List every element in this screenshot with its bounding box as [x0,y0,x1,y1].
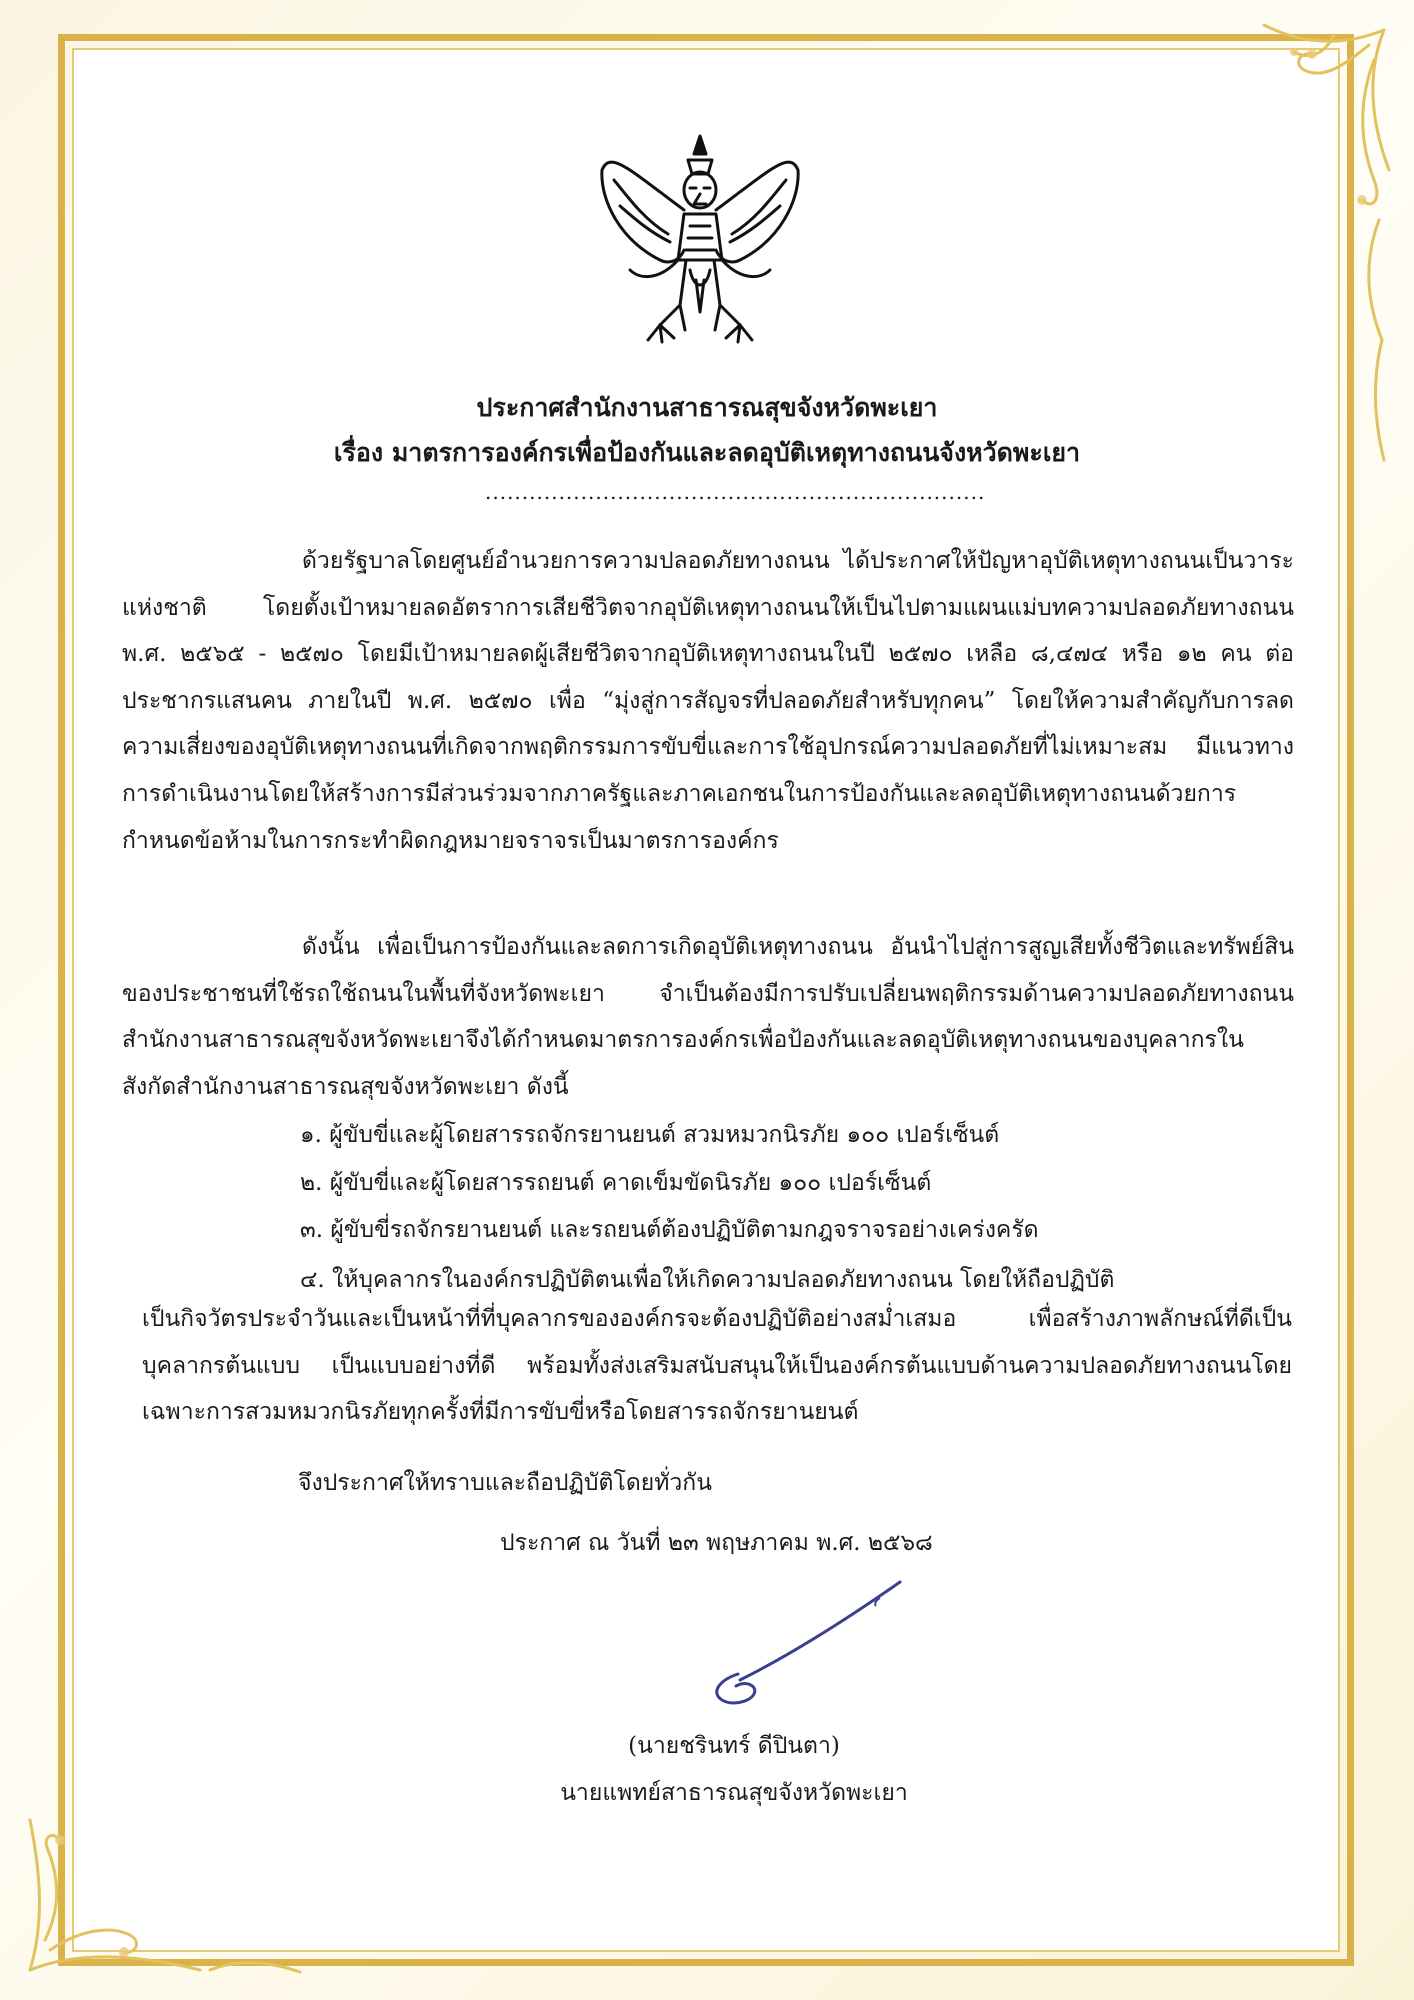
body-paragraph-1: ด้วยรัฐบาลโดยศูนย์อำนวยการความปลอดภัยทางถนน ได้ประกาศให้ปัญหาอุบัติเหตุทางถนนเป็นวาระแห่งชาติ โดยตั้งเป้าหมายลดอัตราการเสียชีวิตจากอุบัติเหตุทางถนนให้เป็นไปตามแผนแม่บทความปลอดภัยทางถนน พ.ศ. ๒๕๖๕ - ๒๕๗๐ โดยมีเป้าหมายลดผู้เสียชีวิตจากอุบัติเหตุทางถนนในปี ๒๕๗๐ เหลือ ๘,๔๗๔ หรือ ๑๒ คน ต่อประชากรแสนคน ภายในปี พ.ศ. ๒๕๗๐ เพื่อ “มุ่งสู่การสัญจรที่ปลอดภัยสำหรับทุกคน” โดยให้ความสำคัญกับการลดความเสี่ยงของอุบัติเหตุทางถนนที่เกิดจากพฤติกรรมการขับขี่และการใช้อุปกรณ์ความปลอดภัยที่ไม่เหมาะสม มีแนวทางการดำเนินงานโดยให้สร้างการมีส่วนร่วมจากภาครัฐและภาคเอกชนในการป้องกันและลดอุบัติเหตุทางถนนด้วยการกำหนดข้อห้ามในการกระทำผิดกฎหมายจราจรเป็นมาตรการองค์กร [122,548,1294,854]
announcement-subject: เรื่อง มาตรการองค์กรเพื่อป้องกันและลดอุบัติเหตุทางถนนจังหวัดพะเยา [333,438,1081,467]
measure-item-4-continuation: เป็นกิจวัตรประจำวันและเป็นหน้าที่ที่บุคลากรขององค์กรจะต้องปฏิบัติอย่างสม่ำเสมอ เพื่อสร้างภาพลักษณ์ที่ดีเป็นบุคลากรต้นแบบ เป็นแบบอย่างที่ดี พร้อมทั้งส่งเสริมสนับสนุนให้เป็นองค์กรต้นแบบด้านความปลอดภัยทางถนนโดยเฉพาะการสวมหมวกนิรภัยทุกครั้งที่มีการขับขี่หรือโดยสารรถจักรยานยนต์ [142,1306,1292,1426]
signer-position: นายแพทย์สาธารณสุขจังหวัดพะเยา [560,1780,908,1806]
measure-item-1: ๑. ผู้ขับขี่และผู้โดยสารรถจักรยานยนต์ สวมหมวกนิรภัย ๑๐๐ เปอร์เซ็นต์ [300,1122,1000,1148]
measure-item-3: ๓. ผู้ขับขี่รถจักรยานยนต์ และรถยนต์ต้องปฏิบัติตามกฎจราจรอย่างเคร่งครัด [300,1217,1039,1243]
announcement-title: ประกาศสำนักงานสาธารณสุขจังหวัดพะเยา [476,393,938,422]
measure-item-2: ๒. ผู้ขับขี่และผู้โดยสารรถยนต์ คาดเข็มขัดนิรภัย ๑๐๐ เปอร์เซ็นต์ [300,1170,932,1196]
measure-item-4: ๔. ให้บุคลากรในองค์กรปฏิบัติตนเพื่อให้เกิดความปลอดภัยทางถนน โดยให้ถือปฏิบัติ [300,1267,1115,1293]
closing-statement: จึงประกาศให้ทราบและถือปฏิบัติโดยทั่วกัน [298,1470,712,1496]
body-paragraph-2: ดังนั้น เพื่อเป็นการป้องกันและลดการเกิดอุบัติเหตุทางถนน อันนำไปสู่การสูญเสียทั้งชีวิตและทรัพย์สินของประชาชนที่ใช้รถใช้ถนนในพื้นที่จังหวัดพะเยา จำเป็นต้องมีการปรับเปลี่ยนพฤติกรรมด้านความปลอดภัยทางถนน สำนักงานสาธารณสุขจังหวัดพะเยาจึงได้กำหนดมาตรการองค์กรเพื่อป้องกันและลดอุบัติเหตุทางถนนของบุคลากรในสังกัดสำนักงานสาธารณสุขจังหวัดพะเยา ดังนี้ [122,934,1294,1100]
announcement-date: ประกาศ ณ วันที่ ๒๓ พฤษภาคม พ.ศ. ๒๕๖๘ [500,1530,933,1556]
signer-name: (นายชรินทร์ ดีปินตา) [628,1733,840,1759]
title-separator: .................................................................... [485,480,986,504]
signature-icon [680,1570,920,1710]
ornament-bottom-left-icon [20,1680,320,1980]
garuda-emblem-icon [590,130,810,360]
